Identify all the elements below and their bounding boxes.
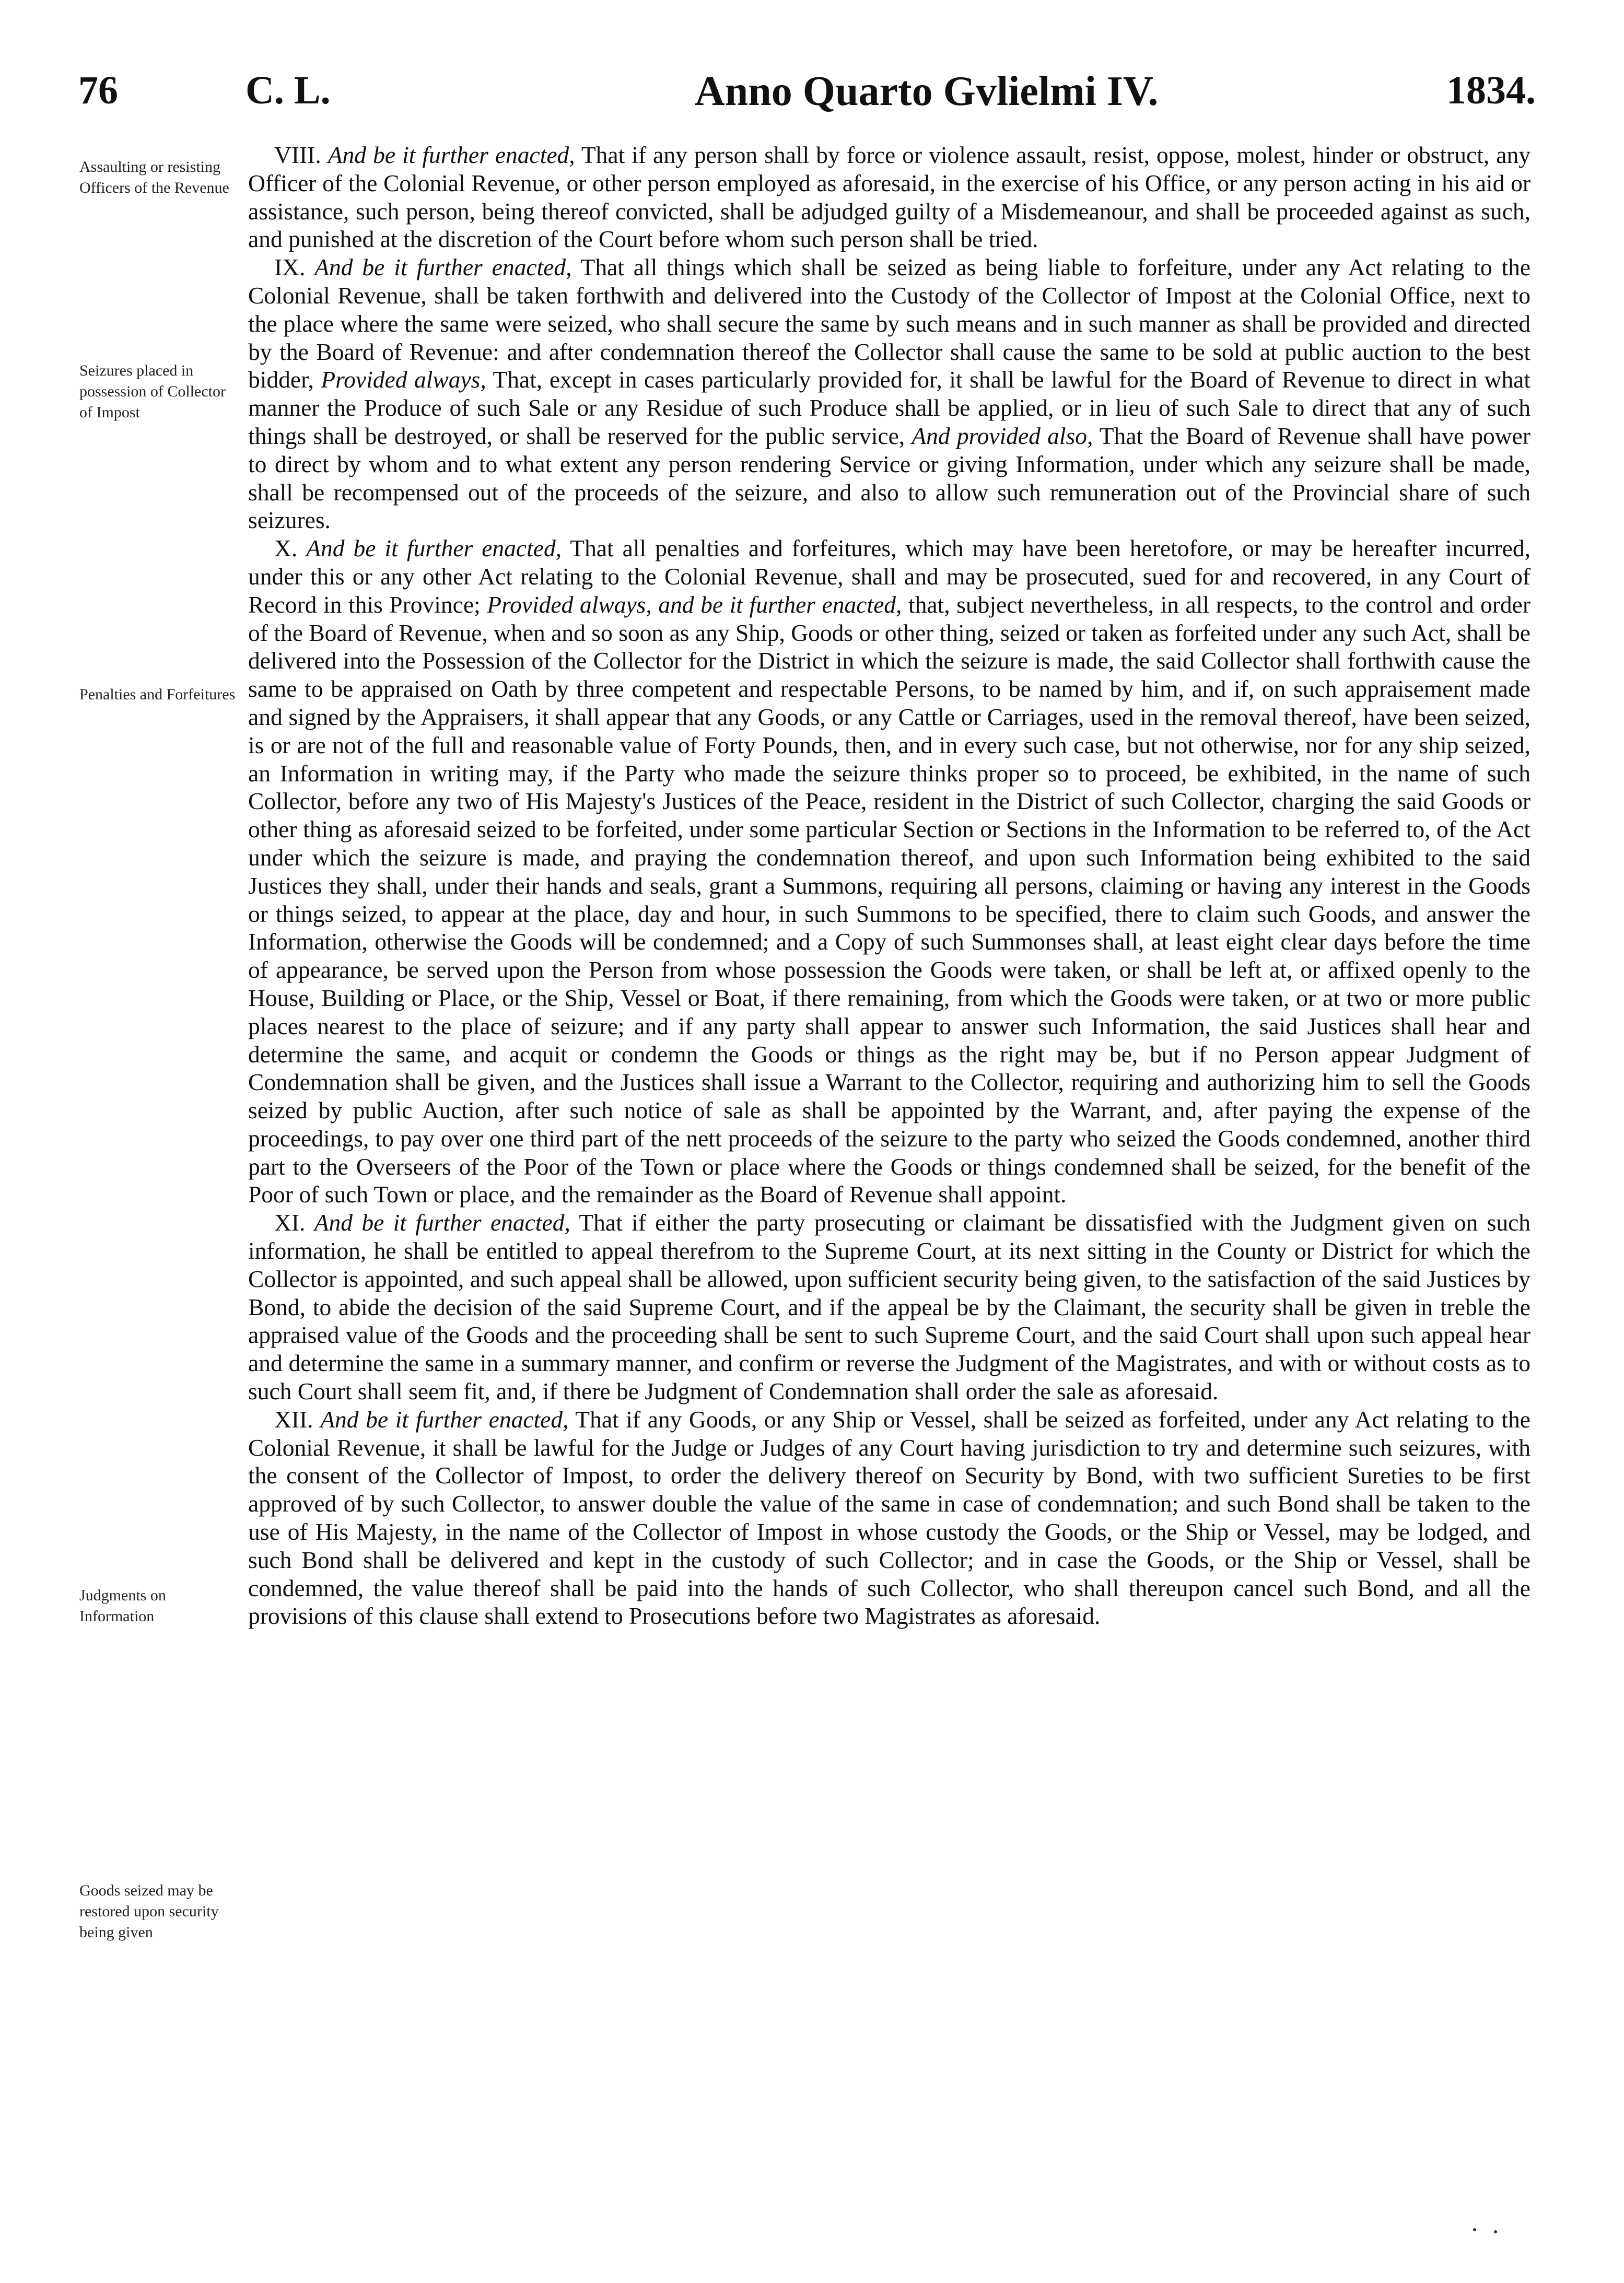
section-text: That the Board of Revenue shall have power to direct by whom and to what extent any person rendering Service or giving Information, under which any seizure shall be made, shall be recompensed out of the proceeds of the seizure, and also to allow such remuneration out of the Provincial share of such seizures. bbox=[248, 422, 1531, 534]
proviso: Provided always, bbox=[321, 366, 486, 393]
section-xi bbox=[248, 1209, 1530, 1406]
proviso: And provided also, bbox=[912, 422, 1093, 449]
chapter-number: C. L. bbox=[246, 68, 331, 112]
section-ix bbox=[248, 253, 1530, 534]
year: 1834. bbox=[1446, 68, 1536, 112]
enacting-words: And be it further enacted, bbox=[314, 254, 572, 281]
section-x bbox=[248, 534, 1530, 1209]
statute-text bbox=[248, 141, 1530, 1630]
section-number: XII. bbox=[274, 1406, 313, 1433]
section-text: That if either the party prosecuting or claimant be dissatisfied with the Judgment given on such information, he shall be entitled to appeal therefrom to the Supreme Court, at its next sitting in the County or District for which the Collector is appointed, and such appeal shall be allowed, upon sufficient security being given, to the satisfaction of the said Justices by Bond, to abide the decision of the said Supreme Court, and if the appeal be by the Claimant, the security shall be given in treble the appraised value of the Goods and the proceeding shall be sent to such Supreme Court, and the said Court shall upon such appeal hear and determine the same in a summary manner, and confirm or reverse the Judgment of the Magistrates, and with or without costs as to such Court shall seem fit, and, if there be Judgment of Condemnation shall order the sale as aforesaid. bbox=[248, 1209, 1531, 1405]
margin-note-assaulting: Assaulting or resisting Officers of the Revenue bbox=[79, 158, 229, 196]
page-number: 76 bbox=[78, 68, 118, 112]
margin-note-penalties: Penalties and Forfeitures bbox=[79, 686, 236, 703]
section-text: That, except in cases particularly provided for, it shall be lawful for the Board of Revenue to direct in what manner the Produce of such Sale or any Residue of such Produce shall be applied, or in lieu of such Sale to direct that any of such things shall be destroyed, or shall be reserved for the public service, bbox=[248, 366, 1531, 449]
margin-note-goods-seized: Goods seized may be restored upon security being given bbox=[79, 1882, 219, 1941]
section-number: XI. bbox=[274, 1209, 306, 1236]
enacting-words: And be it further enacted, bbox=[306, 535, 562, 562]
section-number: IX. bbox=[274, 254, 306, 281]
section-text: That if any person shall by force or violence assault, resist, oppose, molest, hinder or obstruct, any Officer of the Colonial Revenue, or other person employed as aforesaid, in the exercise of his Office, or any person acting in his aid or assistance, such person, being thereof convicted, shall be adjudged guilty of a Misdemeanour, and shall be proceeded against as such, and punished at the discretion of the Court before whom such person shall be tried. bbox=[248, 142, 1530, 253]
section-text: That all things which shall be seized as being liable to forfeiture, under any Act relating to the Colonial Revenue, shall be taken forthwith and delivered into the Custody of the Collector of Impost at the Colonial Office, next to the place where the same were seized, who shall secure the same by such means and in such manner as shall be provided and directed by the Board of Revenue: and after condemnation thereof the Collector shall cause the same to be sold at public auction to the best bidder, bbox=[248, 254, 1531, 393]
margin-note-seizures: Seizures placed in possession of Collector of Impost bbox=[79, 362, 226, 421]
margin-note-judgments: Judgments on Information bbox=[79, 1587, 166, 1625]
section-text: That if any Goods, or any Ship or Vessel, shall be seized as forfeited, under any Act relating to the Colonial Revenue, it shall be lawful for the Judge or Judges of any Court having jurisdiction to try and determine such seizures, with the consent of the Collector of Impost, to order the delivery thereof on Security by Bond, with two sufficient Sureties to be first approved of by such Collector, to answer double the value of the same in case of condemnation; and such Bond shall be taken to the use of His Majesty, in the name of the Collector of Impost in whose custody the Goods, or the Ship or Vessel, may be lodged, and such Bond shall be delivered and kept in the custody of such Collector; and in case the Goods, or the Ship or Vessel, shall be condemned, the value thereof shall be paid into the hands of such Collector, who shall thereupon cancel such Bond, and all the provisions of this clause shall extend to Prosecutions before two Magistrates as aforesaid. bbox=[248, 1406, 1530, 1630]
section-text: That all penalties and forfeitures, which may have been heretofore, or may be hereafter incurred, under this or any other Act relating to the Colonial Revenue, shall and may be prosecuted, sued for and recovered, in any Court of Record in this Province; bbox=[248, 535, 1530, 618]
section-number: X. bbox=[274, 535, 298, 562]
print-specks bbox=[1473, 2225, 1515, 2235]
proviso: Provided always, and be it further enacted, bbox=[487, 591, 902, 618]
page-header bbox=[78, 68, 1536, 125]
enacting-words: And be it further enacted, bbox=[320, 1406, 569, 1433]
section-viii bbox=[248, 141, 1530, 253]
enacting-words: And be it further enacted, bbox=[314, 1209, 570, 1236]
running-title: Anno Quarto Gvlielmi IV. bbox=[695, 68, 1159, 114]
section-text: that, subject nevertheless, in all respects, to the control and order of the Board of Revenue, when and so soon as any Ship, Goods or other thing, seized or taken as forfeited under any such Act, shall be delivered into the Possession of the Collector for the District in which the seizure is made, the said Collector shall forthwith cause the same to be appraised on Oath by three competent and respectable Persons, to be named by him, and if, on such appraisement made and signed by the Appraisers, it shall appear that any Goods, or any Cattle or Carriages, used in the removal thereof, have been seized, is or are not of the full and reasonable value of Forty Pounds, then, and in every such case, but not otherwise, nor for any ship seized, an Information in writing may, if the Party who made the seizure thinks proper so to proceed, be exhibited, in the name of such Collector, before any two of His Majesty's Justices of the Peace, resident in the District of such Collector, charging the said Goods or other thing as aforesaid seized to be forfeited, under some particular Section or Sections in the Information to be referred to, of the Act under which the seizure is made, and praying the condemnation thereof, and upon such Information being exhibited to the said Justices they shall, under their hands and seals, grant a Summons, requiring all persons, claiming or having any interest in the Goods or things seized, to appear at the place, day and hour, in such Summons to be specified, there to claim such Goods, and answer the Information, otherwise the Goods will be condemned; and a Copy of such Summonses shall, at least eight clear days before the time of appearance, be served upon the Person from whose possession the Goods were taken, or shall be left at, or affixed openly to the House, Building or Place, or the Ship, Vessel or Boat, if there remaining, from which the Goods were taken, or at two or more public places nearest to the place of seizure; and if any party shall appear to answer such Information, the said Justices shall hear and determine the same, and acquit or condemn the Goods or things as the right may be, but if no Person appear Judgment of Condemnation shall be given, and the Justices shall issue a Warrant to the Collector, requiring and authorizing him to sell the Goods seized by public Auction, after such notice of sale as shall be appointed by the Warrant, and, after paying the expense of the proceedings, to pay over one third part of the nett proceeds of the seizure to the party who seized the Goods condemned, another third part to the Overseers of the Poor of the Town or place where the Goods or things condemned shall be seized, for the benefit of the Poor of such Town or place, and the remainder as the Board of Revenue shall appoint. bbox=[248, 591, 1531, 1208]
section-xii bbox=[248, 1406, 1530, 1630]
enacting-words: And be it further enacted, bbox=[328, 142, 575, 168]
section-number: VIII. bbox=[274, 142, 321, 168]
